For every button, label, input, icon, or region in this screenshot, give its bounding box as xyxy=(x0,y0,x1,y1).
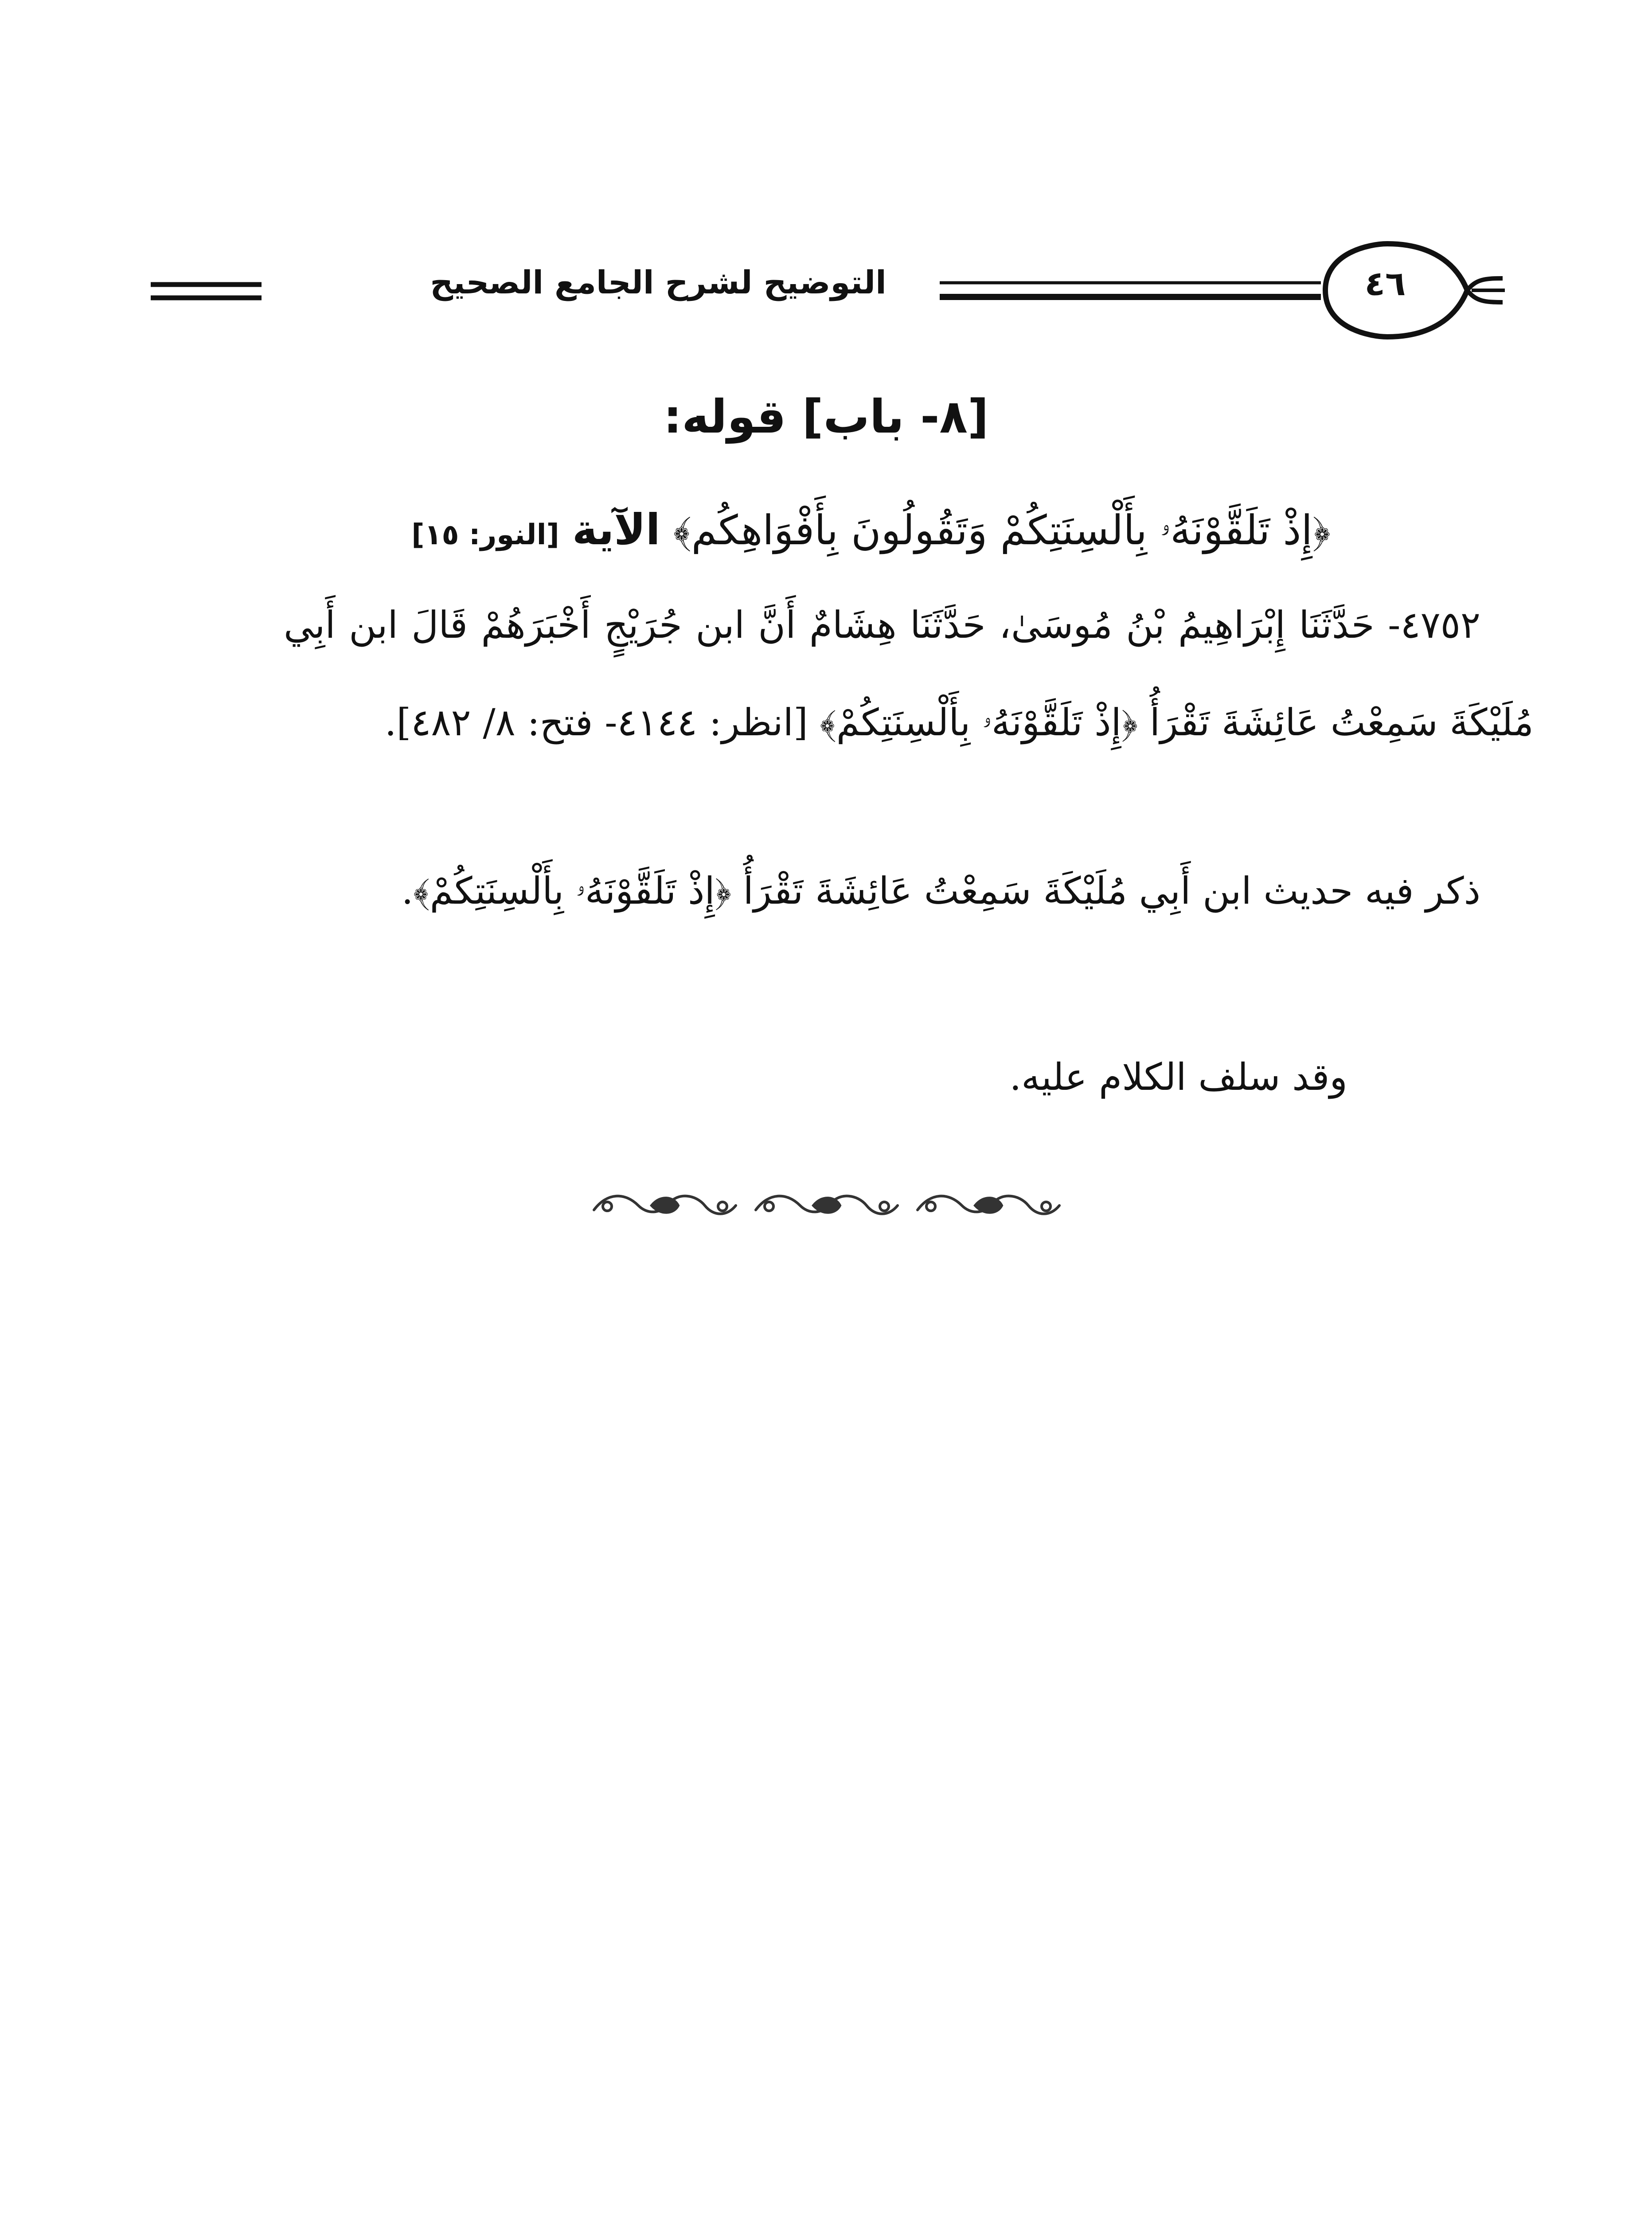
hadith-text: ٤٧٥٢- حَدَّثَنَا إِبْرَاهِيمُ بْنُ مُوسَىٰ، حَدَّثَنَا هِشَامٌ أَنَّ ابن جُرَيْجٍ أَخْبَرَهُمْ قَالَ ابن أَبِي مُلَيْكَةَ سَمِعْتُ عَائِشَةَ تَقْرَأُ ﴿إِذْ تَلَقَّوْنَهُۥ بِأَلْسِنَتِكُمْ﴾ [انظر: ٤١٤٤- فتح: ٨/ ٤٨٢]. xyxy=(284,603,1534,744)
page-header xyxy=(146,226,1507,341)
closing-text: وقد سلف الكلام عليه. xyxy=(1009,1055,1347,1099)
floral-divider-icon xyxy=(581,1179,1068,1232)
quran-verse-line xyxy=(208,492,1534,567)
commentary-text: ذكر فيه حديث ابن أَبِي مُلَيْكَةَ سَمِعْتُ عَائِشَةَ تَقْرَأُ ﴿إِذْ تَلَقَّوْنَهُۥ بِأَلْسِنَتِكُمْ﴾. xyxy=(401,869,1480,913)
page-number: ٤٦ xyxy=(1364,264,1406,303)
running-title: التوضيح لشرح الجامع الصحيح xyxy=(408,258,909,307)
quran-verse-text: ﴿إِذْ تَلَقَّوْنَهُۥ بِأَلْسِنَتِكُمْ وَتَقُولُونَ بِأَفْوَاهِكُم﴾ xyxy=(673,507,1331,554)
verse-reference: [النور: ١٥] xyxy=(411,519,559,551)
verse-label: الآية xyxy=(572,505,660,554)
chapter-title: [٨- باب] قوله: xyxy=(663,390,989,444)
closing-paragraph xyxy=(284,1033,1401,1121)
